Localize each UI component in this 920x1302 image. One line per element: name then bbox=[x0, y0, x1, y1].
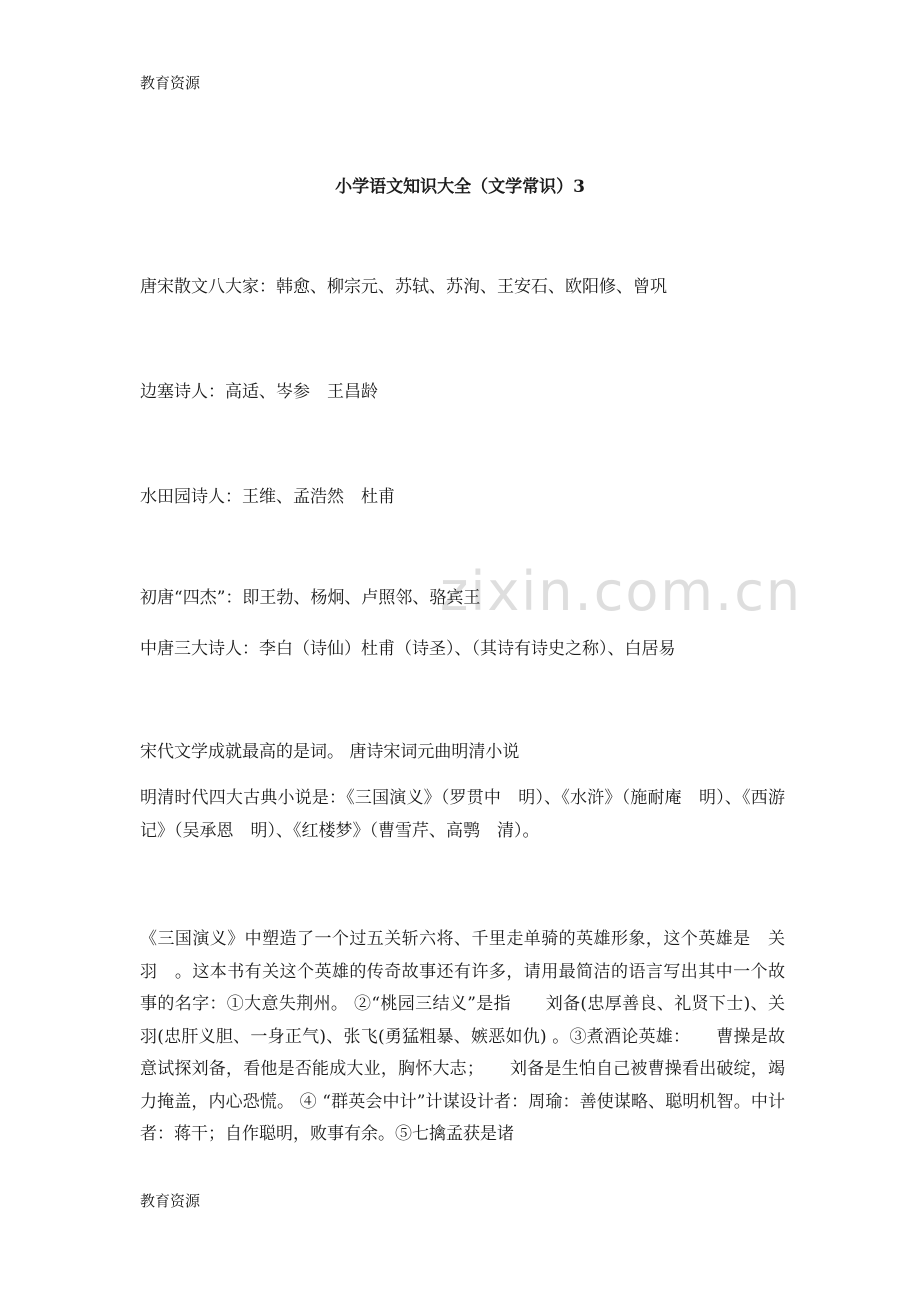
line-frontier-poets: 边塞诗人：高适、岑参 王昌龄 bbox=[140, 382, 378, 402]
line-pastoral-poets: 水田园诗人：王维、孟浩然 杜甫 bbox=[140, 487, 395, 507]
line-four-talents: 初唐“四杰”：即王勃、杨炯、卢照邻、骆宾王 bbox=[140, 588, 481, 608]
paragraph-sanguo: 《三国演义》中塑造了一个过五关斩六将、千里走单骑的英雄形象，这个英雄是 关羽 。这本书有关这个英雄的传奇故事还有许多，请用最简洁的语言写出其中一个故事的名字：①大意失荆州。 ②“桃园三结义”是指 刘备(忠厚善良、礼贤下士)、关羽(忠肝义胆、一身正气)、张飞(勇猛粗暴、嫉恶如仇) 。③煮酒论英雄： 曹操是故意试探刘备，看他是否能成大业，胸怀大志； 刘备是生怕自己被曹操看出破绽，竭力掩盖，内心恐慌。 ④ “群英会中计”计谋设计者：周瑜：善使谋略、聪明机智。中计者：蒋干；自作聪明，败事有余。⑤七擒孟获是诸 bbox=[140, 929, 785, 1144]
page-footer: 教育资源 bbox=[140, 1192, 201, 1210]
document-title: 小学语文知识大全（文学常识）3 bbox=[335, 177, 585, 197]
watermark: zixin.com.cn bbox=[440, 560, 803, 623]
line-tang-song-prose: 唐宋散文八大家：韩愈、柳宗元、苏轼、苏洵、王安石、欧阳修、曾巩 bbox=[140, 277, 667, 297]
line-song-ci: 宋代文学成就最高的是词。 唐诗宋词元曲明清小说 bbox=[140, 742, 520, 762]
paragraph-four-novels: 明清时代四大古典小说是：《三国演义》（罗贯中 明）、《水浒》（施耐庵 明）、《西游记》（吴承恩 明）、《红楼梦》（曹雪芹、高鹗 清）。 bbox=[140, 788, 785, 841]
line-three-poets: 中唐三大诗人：李白（诗仙）杜甫（诗圣）、（其诗有诗史之称）、白居易 bbox=[140, 639, 676, 659]
page-header: 教育资源 bbox=[140, 74, 201, 92]
